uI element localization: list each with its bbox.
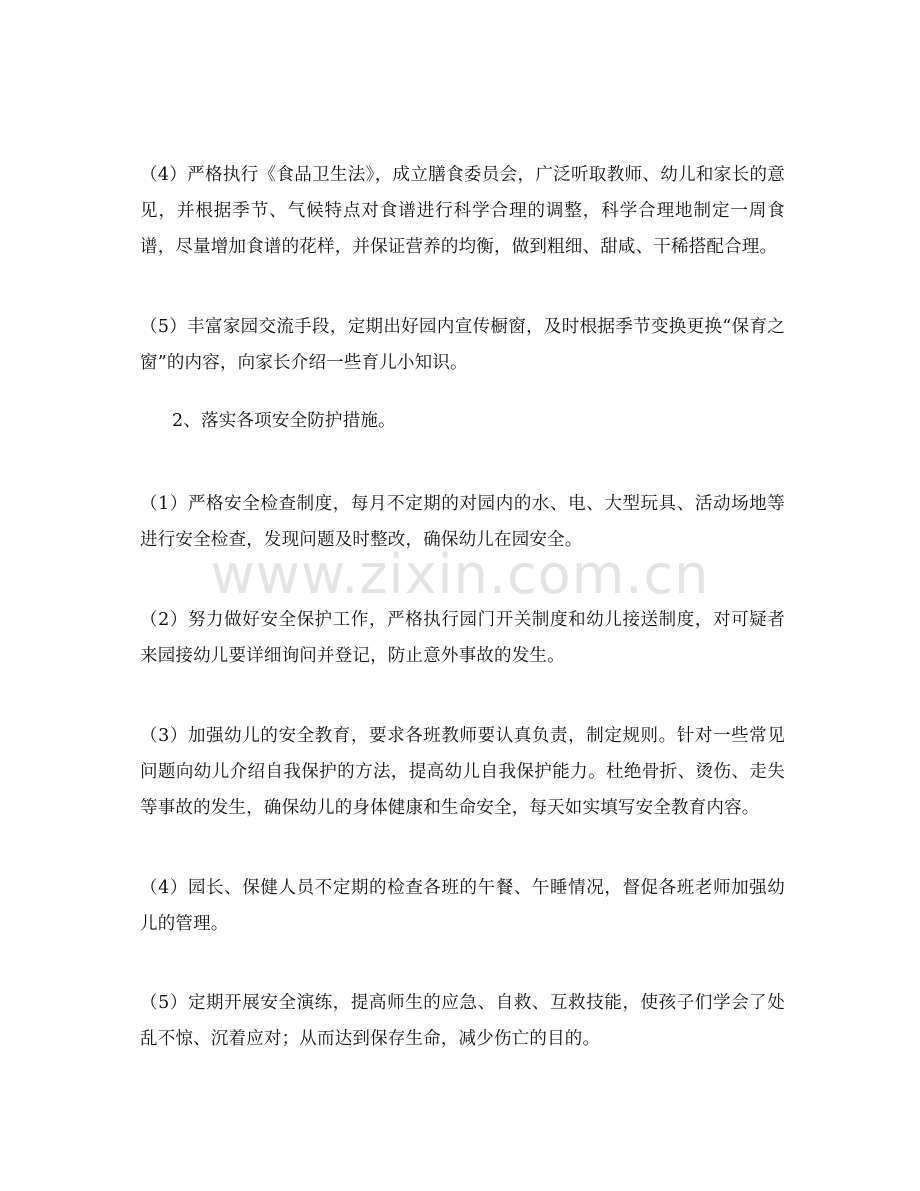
paragraph-safety-education: （3）加强幼儿的安全教育，要求各班教师要认真负责，制定规则。针对一些常见问题向幼儿介绍自我保护的方法，提高幼儿自我保护能力。杜绝骨折、烫伤、走失等事故的发生，确保幼儿的身体健康和生命安全，每天如实填写安全教育内容。 [140, 726, 785, 818]
paragraph-inspection-lunch-nap: （4）园长、保健人员不定期的检查各班的午餐、午睡情况，督促各班老师加强幼儿的管理。 [140, 878, 785, 934]
paragraph-home-communication: （5）丰富家园交流手段，定期出好园内宣传橱窗，及时根据季节变换更换“保育之窗”的内容，向家长介绍一些育儿小知识。 [140, 317, 785, 373]
section-heading-safety-measures: 2、落实各项安全防护措施。 [172, 411, 396, 431]
paragraph-safety-inspection: （1）严格安全检查制度，每月不定期的对园内的水、电、大型玩具、活动场地等进行安全检查，发现问题及时整改，确保幼儿在园安全。 [140, 494, 785, 550]
paragraph-food-hygiene: （4）严格执行《食品卫生法》，成立膳食委员会，广泛听取教师、幼儿和家长的意见，并根据季节、气候特点对食谱进行科学合理的调整，科学合理地制定一周食谱，尽量增加食谱的花样，并保证营养的均衡，做到粗细、甜咸、干稀搭配合理。 [140, 165, 785, 257]
paragraph-gate-control: （2）努力做好安全保护工作，严格执行园门开关制度和幼儿接送制度，对可疑者来园接幼儿要详细询问并登记，防止意外事故的发生。 [140, 610, 785, 666]
watermark: www.zixin.com.cn [210, 543, 710, 606]
paragraph-safety-drill: （5）定期开展安全演练，提高师生的应急、自救、互救技能，使孩子们学会了处乱不惊、沉着应对；从而达到保存生命，减少伤亡的目的。 [140, 993, 785, 1049]
